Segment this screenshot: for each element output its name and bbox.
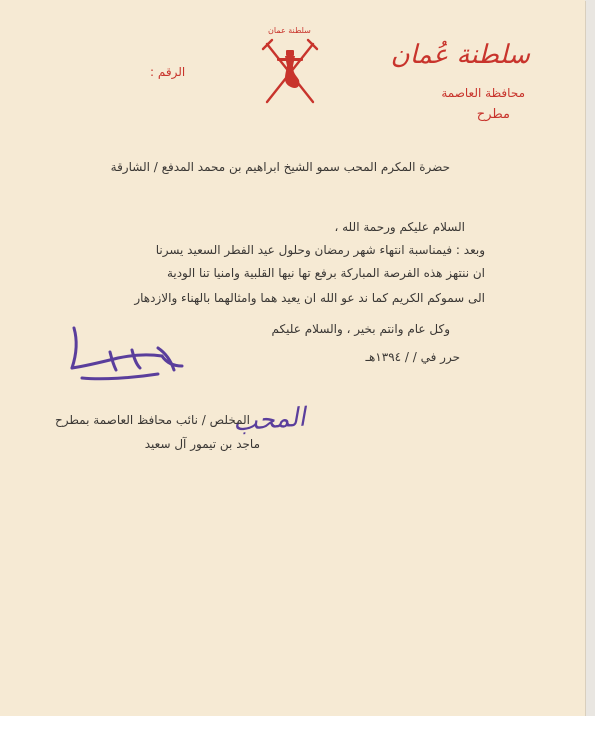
handwritten-almuhib: المحب	[231, 402, 306, 438]
emblem-caption: سلطنة عمان	[268, 26, 311, 35]
letterhead-city: مطرح	[476, 107, 510, 122]
date-line: حرر في / / ١٣٩٤هـ	[365, 350, 460, 364]
body-line-3: الى سموكم الكريم كما ند عو الله ان يعيد هما وامثالهما بالهناء والازدهار	[134, 291, 485, 305]
reference-number-label: الرقم :	[150, 65, 186, 79]
body-line-4: وكل عام وانتم بخير ، والسلام عليكم	[271, 322, 450, 336]
letterhead-sultanate: سلطنة عُمان	[390, 40, 530, 70]
signature-scribble	[62, 322, 192, 392]
addressee-line: حضرة المكرم المحب سمو الشيخ ابراهيم بن محمد المدفع / الشارقة	[110, 160, 450, 174]
body-line-2: ان ننتهز هذه الفرصة المباركة برفع تها نيها القلبية وامنيا تنا الودية	[166, 266, 485, 280]
greeting-line: السلام عليكم ورحمة الله ،	[334, 220, 465, 234]
national-emblem	[255, 26, 325, 106]
khanjar-swords-icon	[255, 36, 325, 106]
letterhead-governorate: محافظة العاصمة	[441, 86, 525, 100]
signatory-title: المخلص / نائب محافظ العاصمة بمطرح	[54, 413, 250, 427]
signatory-name: ماجد بن تيمور آل سعيد	[144, 437, 260, 451]
body-line-1: وبعد : فيمناسبة انتهاء شهر رمضان وحلول عيد الفطر السعيد يسرنا	[155, 243, 485, 257]
scan-margin	[0, 716, 595, 734]
